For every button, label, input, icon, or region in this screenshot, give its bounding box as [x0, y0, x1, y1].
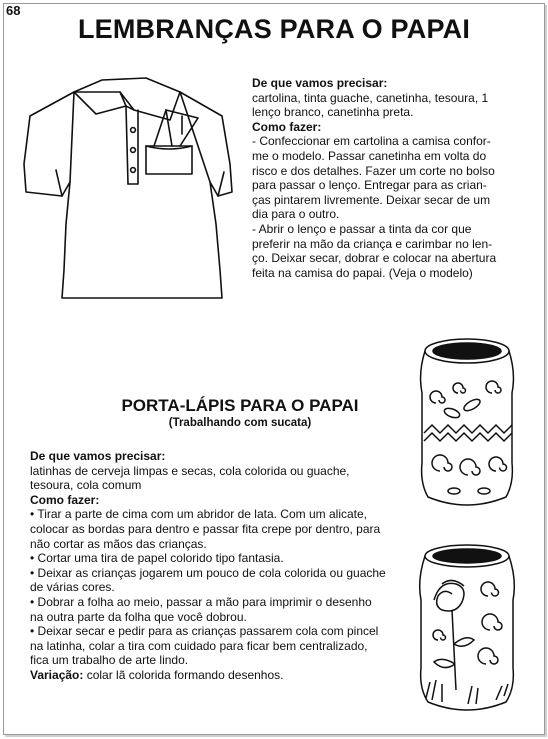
how-line: para passar o lenço. Entregar para as crian-: [252, 178, 487, 193]
step-line: • Deixar secar e pedir para as crianças passarem cola com pincel: [30, 624, 379, 639]
how-heading: Como fazer:: [30, 492, 100, 507]
how-line: feita na camisa do papai. (Veja o modelo): [252, 265, 473, 280]
needs-line: lenço branco, canetinha preta.: [252, 105, 414, 120]
needs-heading: De que vamos precisar:: [30, 449, 166, 463]
step-line: • Dobrar a folha ao meio, passar a mão para imprimir o desenho: [30, 594, 372, 609]
section-title: PORTA-LÁPIS PARA O PAPAI: [121, 396, 359, 415]
variation-text: colar lã colorida formando desenhos.: [83, 667, 284, 682]
how-line: ço. Deixar secar, dobrar e colocar na abertura: [252, 251, 497, 266]
how-line: ças pintarem livremente. Deixar secar de um: [252, 192, 491, 207]
step-line: na outra parte da folha que você dobrou.: [30, 609, 247, 624]
needs-line: cartolina, tinta guache, canetinha, tesoura, 1: [252, 90, 489, 105]
needs-line: tesoura, cola comum: [30, 478, 142, 493]
needs-heading: De que vamos precisar:: [252, 76, 388, 90]
section-subtitle: (Trabalhando com sucata): [168, 417, 312, 429]
page-title: LEMBRANÇAS PARA O PAPAI: [77, 14, 471, 44]
flower-can-illustration: [412, 540, 522, 716]
needs-line: latinhas de cerveja limpas e secas, cola colorida ou guache,: [30, 463, 350, 478]
how-line: me o modelo. Passar canetinha em volta do: [252, 148, 487, 163]
how-line: - Abrir o lenço e passar a tinta da cor que: [252, 221, 472, 236]
how-line: - Confeccionar em cartolina a camisa confor-: [252, 134, 491, 149]
shirt-instructions: [252, 76, 532, 280]
how-line: dia para o outro.: [252, 207, 340, 222]
shirt-illustration: [22, 74, 234, 302]
how-heading: Como fazer:: [252, 119, 322, 134]
step-line: colocar as bordas para dentro e passar fita crepe por dentro, para: [30, 521, 381, 536]
decorated-can-illustration: [412, 333, 522, 511]
step-line: não cortar as mãos das crianças.: [30, 536, 207, 551]
step-line: de várias cores.: [30, 580, 115, 595]
step-line: na latinha, colar a tira com cuidado para ficar bem centralizado,: [30, 638, 368, 653]
step-line: • Deixar as crianças jogarem um pouco de cola colorida ou guache: [30, 565, 386, 580]
variation-line: [30, 668, 425, 683]
step-line: • Tirar a parte de cima com um abridor de lata. Com um alicate,: [30, 507, 368, 522]
step-line: fica um trabalho de arte lindo.: [30, 653, 189, 668]
how-line: risco e dos detalhes. Fazer um corte no bolso: [252, 163, 495, 178]
step-line: • Cortar uma tira de papel colorido tipo fantasia.: [30, 551, 284, 566]
how-line: preferir na mão da criança e carimbar no len-: [252, 236, 493, 251]
page-number: 68: [6, 3, 21, 18]
variation-label: Variação:: [30, 667, 84, 682]
pencil-holder-instructions: [30, 449, 425, 683]
